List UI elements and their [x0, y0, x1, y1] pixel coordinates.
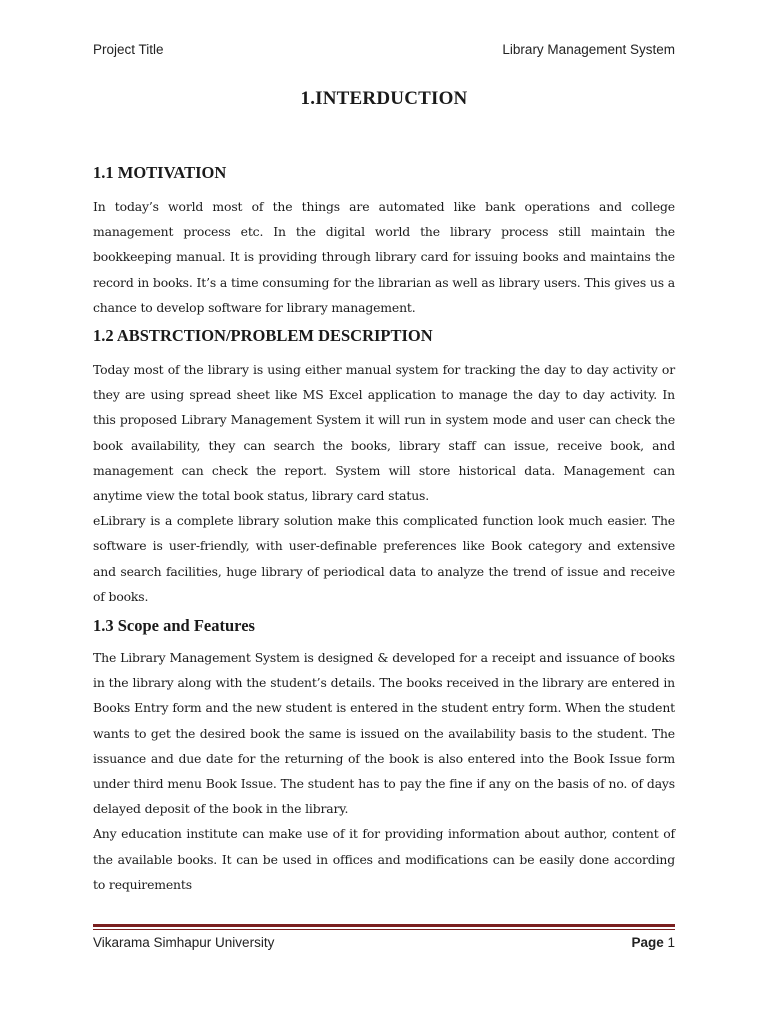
- paragraph: eLibrary is a complete library solution make this complicated function look much easier. The software is user-friendly, with user-definable preferences like Book category and extensive and search facilities, huge library of periodical data to analyze the trend of issue and receive of books.: [93, 513, 675, 604]
- page-number-value: 1: [667, 935, 675, 950]
- paragraph: Any education institute can make use of it for providing information about author, content of the available books. It can be used in offices and modifications can be easily done according to requirements: [93, 826, 675, 892]
- paragraph: The Library Management System is designed & developed for a receipt and issuance of books in the library along with the student’s details. The books received in the library are entered in Books Entry form and the new student is entered in the student entry form. When the student wants to get the desired book the same is issued on the availability basis to the student. The issuance and due date for the returning of the book is also entered into the Book Issue form under third menu Book Issue. The student has to pay the fine if any on the basis of no. of days delayed deposit of the book in the library.: [93, 650, 675, 817]
- page-label: Page: [631, 935, 664, 950]
- section-scope-features: [93, 613, 675, 897]
- footer-divider-thin: [93, 929, 675, 930]
- section-heading: 1.1 MOTIVATION: [93, 163, 227, 182]
- header-system-name: Library Management System: [502, 42, 675, 57]
- section-motivation: [93, 160, 675, 320]
- page-number: [631, 935, 675, 950]
- document-body: [93, 160, 675, 897]
- chapter-title: 1.INTERDUCTION: [300, 88, 468, 109]
- page-footer: [93, 935, 675, 950]
- footer-divider-thick: [93, 924, 675, 927]
- paragraph: Today most of the library is using either manual system for tracking the day to day activity or they are using spread sheet like MS Excel application to manage the day to day activity. In this proposed Library Management System it will run in system mode and user can check the book availability, they can search the books, library staff can issue, receive book, and management can check the report. System will store historical data. Management can anytime view the total book status, library card status.: [93, 362, 675, 504]
- section-heading: 1.3 Scope and Features: [93, 616, 255, 636]
- page-header: [93, 42, 675, 57]
- section-problem-description: [93, 323, 675, 609]
- header-project-title: Project Title: [93, 42, 164, 57]
- paragraph: In today’s world most of the things are automated like bank operations and college management process etc. In the digital world the library process still maintain the bookkeeping manual. It is providing through library card for issuing books and maintains the record in books. It’s a time consuming for the librarian as well as library users. This gives us a chance to develop software for library management.: [93, 199, 675, 315]
- footer-university: Vikarama Simhapur University: [93, 935, 275, 950]
- section-heading: 1.2 ABSTRCTION/PROBLEM DESCRIPTION: [93, 326, 433, 346]
